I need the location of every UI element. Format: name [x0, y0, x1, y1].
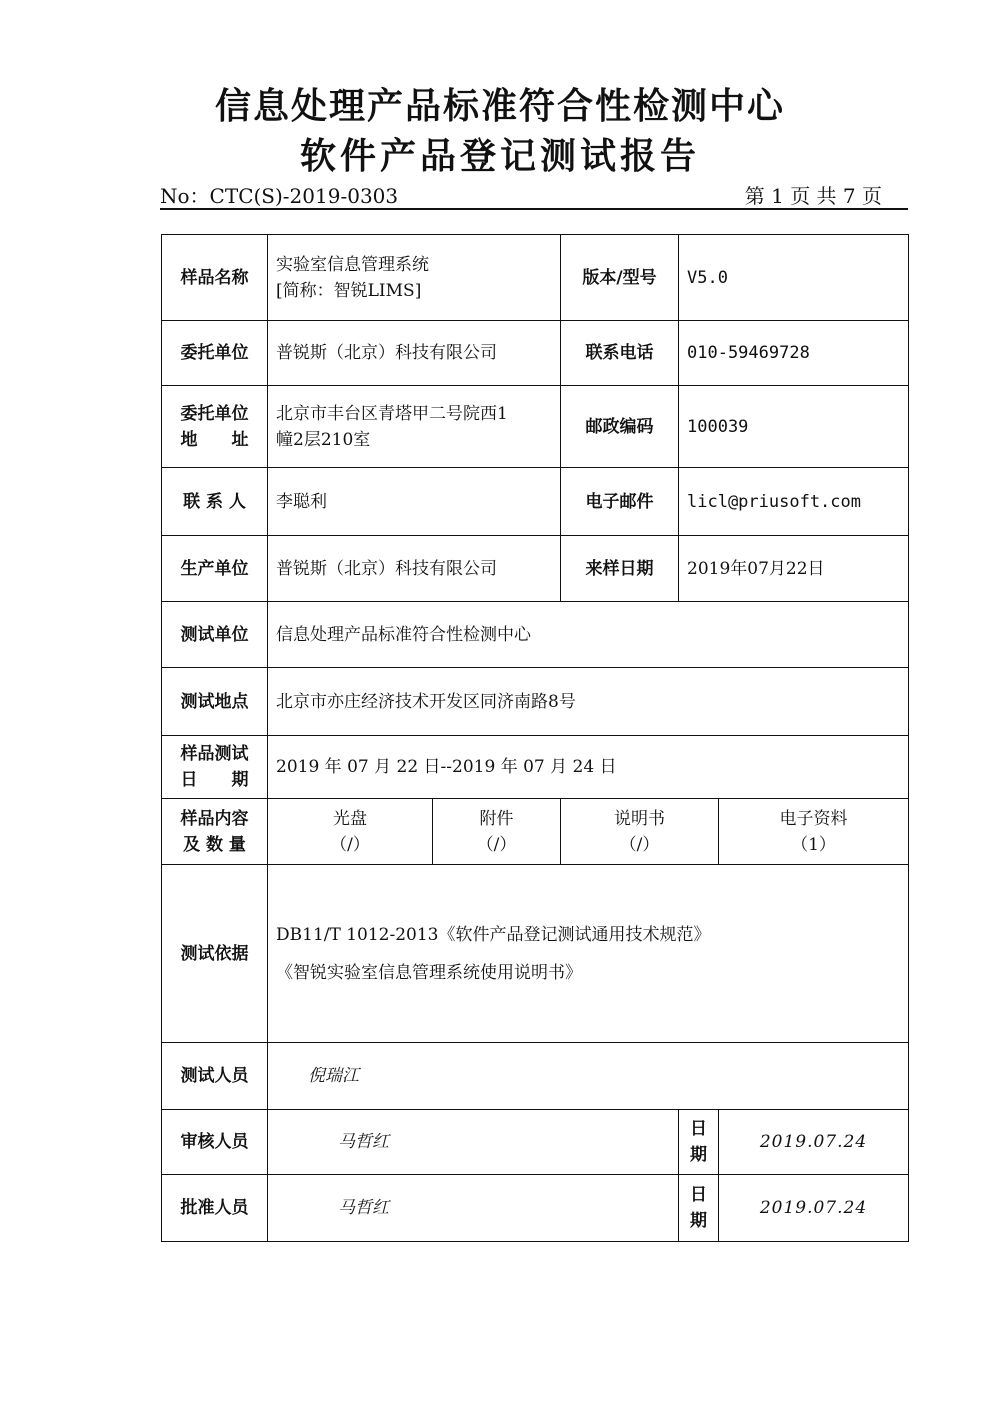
test-basis-line2: 《智锐实验室信息管理系统使用说明书》: [276, 962, 582, 983]
arrival-date-label: 来样日期: [561, 536, 679, 602]
doc-number: [160, 180, 398, 209]
report-form-table: [161, 234, 909, 1242]
email-value: licl@priusoft.com: [679, 468, 909, 536]
page-info: 第 1 页 共 7 页: [744, 184, 882, 208]
content-item-name: 光盘: [333, 808, 367, 829]
approver-label: 批准人员: [162, 1175, 268, 1242]
content-item-manual: [561, 799, 719, 865]
sample-name-label: 样品名称: [162, 235, 268, 321]
sample-name-line1: 实验室信息管理系统: [276, 254, 429, 275]
client-address-line1: 北京市丰台区青塔甲二号院西1: [276, 403, 508, 424]
sample-content-label: [162, 799, 268, 865]
phone-value: 010-59469728: [679, 321, 909, 386]
version-label: 版本/型号: [561, 235, 679, 321]
test-basis-label: 测试依据: [162, 865, 268, 1043]
reviewer-label: 审核人员: [162, 1110, 268, 1175]
content-item-qty: （/）: [476, 834, 517, 855]
row-sample-content: [162, 799, 909, 865]
test-date-label-line1: 样品测试: [180, 744, 249, 764]
reviewer-date-value: 2019.07.24: [719, 1110, 909, 1175]
phone-label: 联系电话: [561, 321, 679, 386]
approver-date-label: 日 期: [679, 1175, 719, 1242]
postcode-value: 100039: [679, 386, 909, 468]
client-value: 普锐斯（北京）科技有限公司: [268, 321, 561, 386]
arrival-date-value: 2019年07月22日: [679, 536, 909, 602]
header-divider: [160, 208, 908, 210]
doc-number-label: No：: [160, 184, 210, 208]
org-title: 信息处理产品标准符合性检测中心: [214, 86, 785, 127]
row-sample-name: [162, 235, 909, 321]
row-reviewer: [162, 1110, 909, 1175]
content-item-name: 附件: [479, 808, 514, 829]
row-contact: [162, 468, 909, 536]
content-item-electronic: [719, 799, 909, 865]
reviewer-signature: 马哲红: [268, 1110, 679, 1175]
client-address-label: [162, 386, 268, 468]
content-item-qty: （1）: [791, 834, 836, 855]
row-tester: [162, 1043, 909, 1110]
test-date-label: [162, 736, 268, 799]
test-basis-value: [268, 865, 909, 1043]
content-item-attachment: [433, 799, 561, 865]
content-item-qty: （/）: [619, 834, 660, 855]
test-unit-value: 信息处理产品标准符合性检测中心: [268, 602, 909, 668]
tester-signature: 倪瑞江: [268, 1043, 909, 1110]
row-approver: [162, 1175, 909, 1242]
sample-name-value: [268, 235, 561, 321]
sample-content-label-line1: 样品内容: [180, 808, 249, 829]
client-label: 委托单位: [162, 321, 268, 386]
doc-number-value: CTC(S)-2019-0303: [209, 184, 399, 208]
test-place-value: 北京市亦庄经济技术开发区同济南路8号: [268, 668, 909, 736]
approver-signature: 马哲红: [268, 1175, 679, 1242]
producer-value: 普锐斯（北京）科技有限公司: [268, 536, 561, 602]
tester-label: 测试人员: [162, 1043, 268, 1110]
row-test-date: [162, 736, 909, 799]
reviewer-date-label: 日 期: [679, 1110, 719, 1175]
row-producer: [162, 536, 909, 602]
sample-content-label-line2: 及 数 量: [183, 834, 246, 855]
content-item-qty: （/）: [330, 834, 370, 855]
content-item-name: 电子资料: [779, 808, 848, 829]
row-test-unit: [162, 602, 909, 668]
report-title: 软件产品登记测试报告: [299, 136, 700, 177]
test-date-value: 2019 年 07 月 22 日--2019 年 07 月 24 日: [268, 736, 909, 799]
postcode-label: 邮政编码: [561, 386, 679, 468]
row-client-address: [162, 386, 909, 468]
client-address-value: [268, 386, 561, 468]
client-address-line2: 幢2层210室: [276, 429, 371, 450]
row-test-basis: [162, 865, 909, 1043]
email-label: 电子邮件: [561, 468, 679, 536]
test-place-label: 测试地点: [162, 668, 268, 736]
content-item-name: 说明书: [614, 808, 665, 829]
client-address-label-line1: 委托单位: [180, 403, 249, 424]
sample-name-line2: [简称：智锐LIMS]: [276, 280, 422, 301]
contact-value: 李聪利: [268, 468, 561, 536]
row-test-place: [162, 668, 909, 736]
client-address-label-line2: 地 址: [180, 429, 249, 450]
test-date-label-line2: 日 期: [180, 770, 249, 790]
row-client: [162, 321, 909, 386]
contact-label: 联 系 人: [162, 468, 268, 536]
test-unit-label: 测试单位: [162, 602, 268, 668]
approver-date-value: 2019.07.24: [719, 1175, 909, 1242]
content-item-disc: [268, 799, 433, 865]
version-value: V5.0: [679, 235, 909, 321]
test-basis-line1: DB11/T 1012-2013《软件产品登记测试通用技术规范》: [276, 924, 711, 945]
producer-label: 生产单位: [162, 536, 268, 602]
